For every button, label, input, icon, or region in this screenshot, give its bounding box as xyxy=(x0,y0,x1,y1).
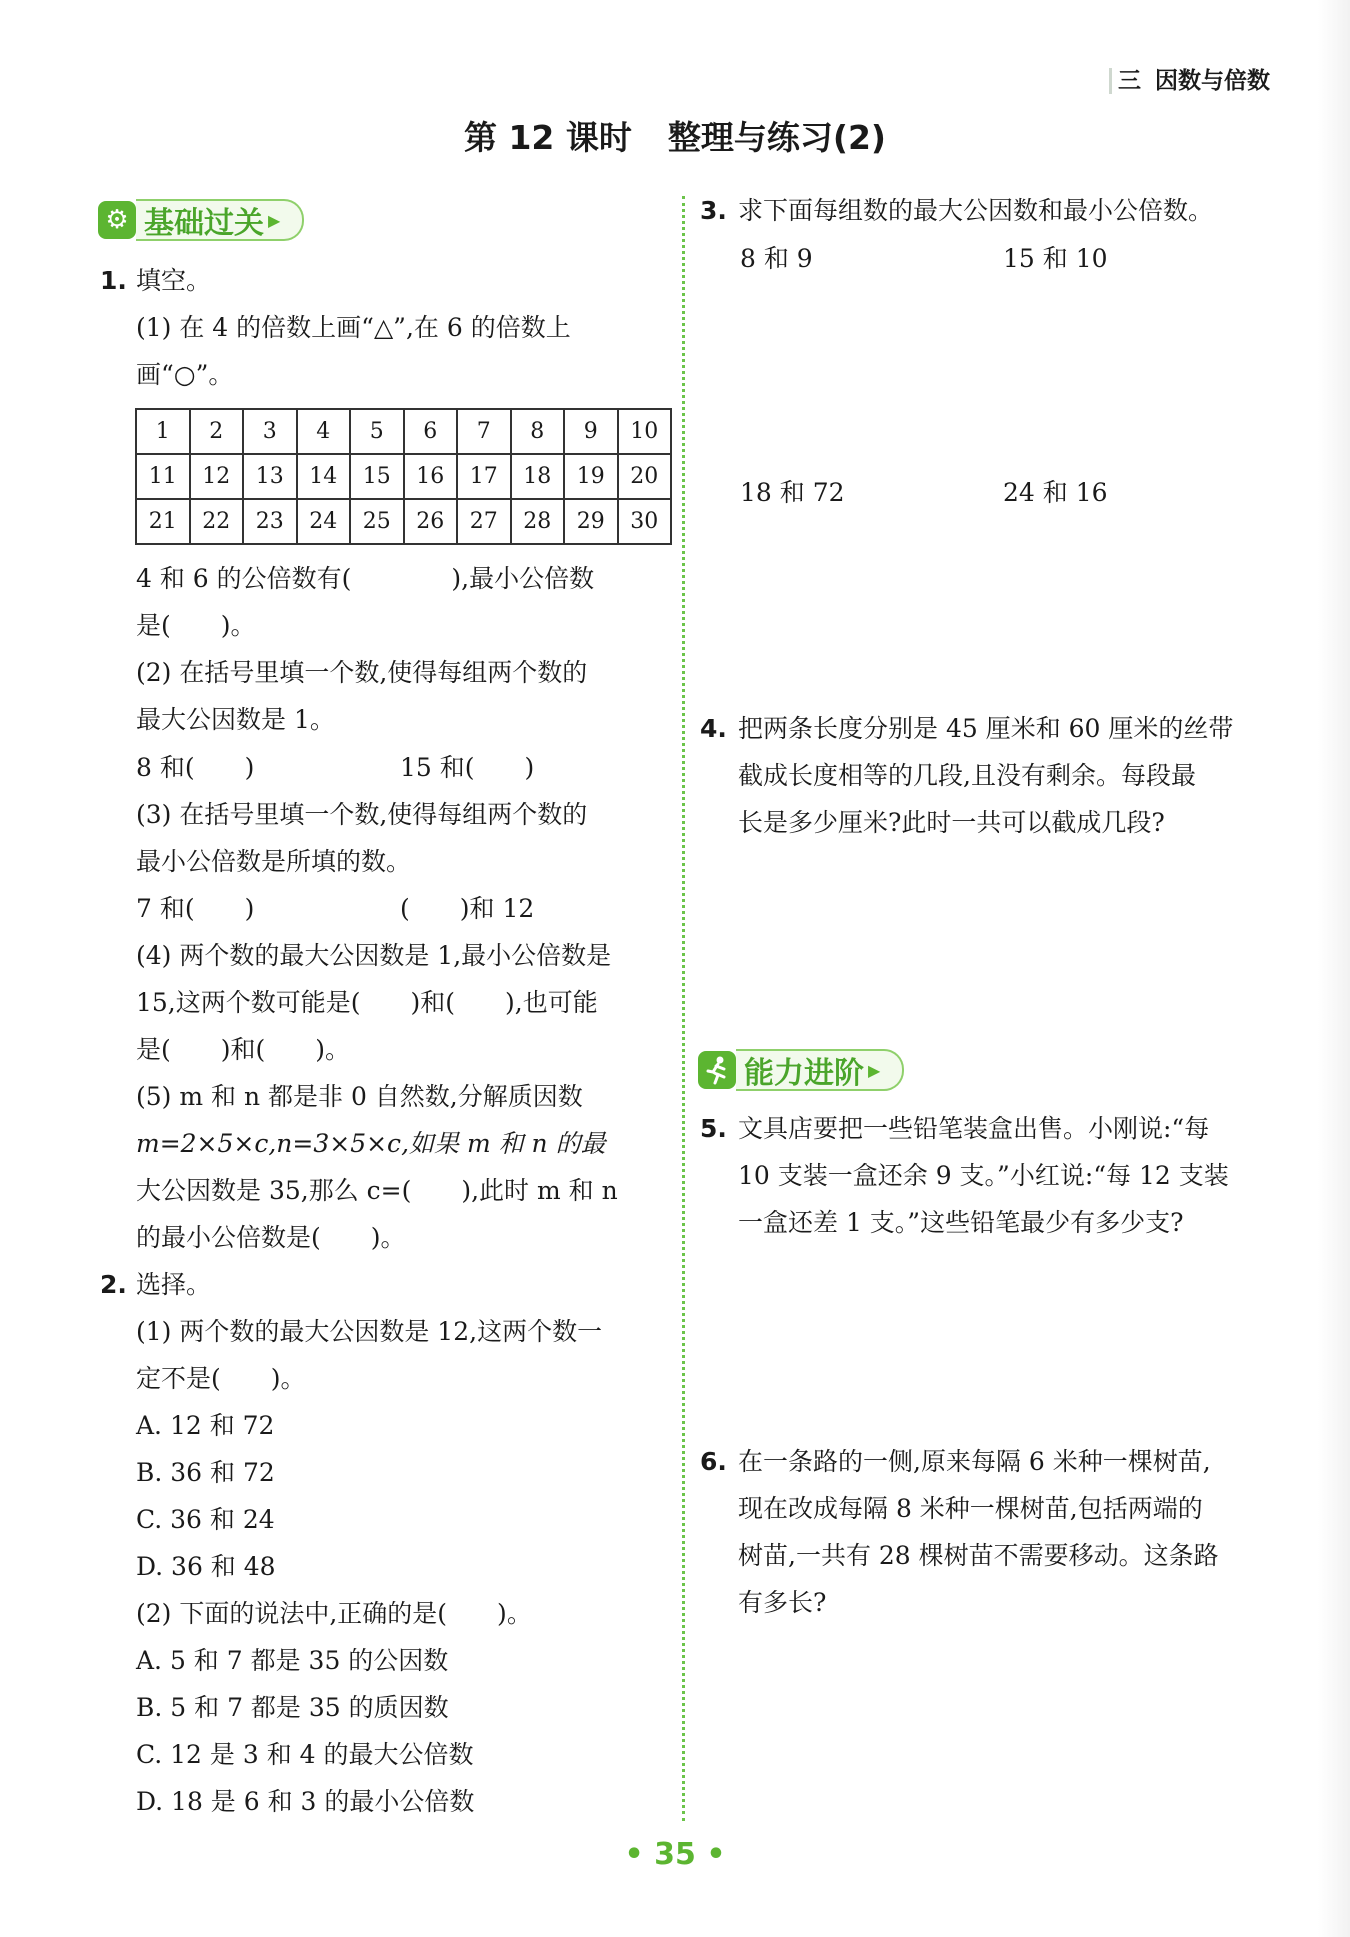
q3-stem: 求下面每组数的最大公因数和最小公倍数。 xyxy=(738,196,1214,225)
grid-cell[interactable]: 25 xyxy=(350,499,404,544)
q2-p2-option-b[interactable]: B. 5 和 7 都是 35 的质因数 xyxy=(136,1693,449,1722)
q2-p1-option-a[interactable]: A. 12 和 72 xyxy=(136,1411,275,1440)
q2-p2-option-a[interactable]: A. 5 和 7 都是 35 的公因数 xyxy=(136,1646,449,1675)
q1-p4-line2: 15,这两个数可能是( )和( ),也可能 xyxy=(136,988,598,1017)
section-basic-label-wrap xyxy=(136,199,304,241)
grid-cell[interactable]: 30 xyxy=(618,499,672,544)
grid-cell[interactable]: 29 xyxy=(564,499,618,544)
grid-cell[interactable]: 23 xyxy=(243,499,297,544)
arrow-right-icon: ▶ xyxy=(868,1060,881,1080)
q1-p3-line1: (3) 在括号里填一个数,使得每组两个数的 xyxy=(136,800,588,829)
q6-line4: 有多长? xyxy=(738,1588,827,1617)
q6-number: 6. xyxy=(700,1447,727,1476)
dot-icon: • xyxy=(624,1837,644,1872)
gear-icon: ⚙ xyxy=(98,201,136,239)
section-advanced xyxy=(698,1048,904,1092)
grid-cell[interactable]: 21 xyxy=(136,499,190,544)
q2-p1-option-d[interactable]: D. 36 和 48 xyxy=(136,1552,276,1581)
grid-cell[interactable]: 3 xyxy=(243,409,297,454)
q2-p2-line1: (2) 下面的说法中,正确的是( )。 xyxy=(136,1599,532,1628)
grid-cell[interactable]: 5 xyxy=(350,409,404,454)
q1-p5-line3: 大公因数是 35,那么 c=( ),此时 m 和 n xyxy=(136,1176,618,1205)
number-grid xyxy=(135,408,672,545)
grid-cell[interactable]: 14 xyxy=(297,454,351,499)
q6-line2: 现在改成每隔 8 米种一棵树苗,包括两端的 xyxy=(738,1494,1203,1523)
grid-cell[interactable]: 28 xyxy=(511,499,565,544)
q1-p1-line2: 画“○”。 xyxy=(136,360,234,389)
runner-icon-glyph xyxy=(704,1055,730,1085)
q5-number: 5. xyxy=(700,1114,727,1143)
section-basic xyxy=(98,198,304,242)
q1-p1-answer-line2: 是( )。 xyxy=(136,611,256,640)
grid-cell[interactable]: 6 xyxy=(404,409,458,454)
q6-line3: 树苗,一共有 28 棵树苗不需要移动。这条路 xyxy=(738,1541,1219,1570)
grid-cell[interactable]: 1 xyxy=(136,409,190,454)
grid-row xyxy=(136,409,671,454)
arrow-right-icon: ▶ xyxy=(268,210,281,230)
q2-p1-line1: (1) 两个数的最大公因数是 12,这两个数一 xyxy=(136,1317,603,1346)
grid-cell[interactable]: 10 xyxy=(618,409,672,454)
grid-cell[interactable]: 22 xyxy=(190,499,244,544)
grid-cell[interactable]: 19 xyxy=(564,454,618,499)
grid-cell[interactable]: 27 xyxy=(457,499,511,544)
q1-p5-line2: m=2×5×c,n=3×5×c,如果 m 和 n 的最 xyxy=(136,1129,606,1158)
q1-p3-line2: 最小公倍数是所填的数。 xyxy=(136,847,412,876)
q3-number: 3. xyxy=(700,196,727,225)
q2-stem: 选择。 xyxy=(136,1270,212,1299)
grid-cell[interactable]: 7 xyxy=(457,409,511,454)
q5-line2: 10 支装一盒还余 9 支。”小红说:“每 12 支装 xyxy=(738,1161,1229,1190)
q3-pair-2: 15 和 10 xyxy=(1003,244,1108,273)
page-number xyxy=(0,1837,1350,1872)
page-edge-shadow xyxy=(1318,0,1350,1937)
q1-p4-line1: (4) 两个数的最大公因数是 1,最小公倍数是 xyxy=(136,941,612,970)
chapter-header xyxy=(1109,66,1270,96)
q1-p4-line3: 是( )和( )。 xyxy=(136,1035,351,1064)
lesson-title xyxy=(0,118,1350,158)
q4-line2: 截成长度相等的几段,且没有剩余。每段最 xyxy=(738,761,1196,790)
q6-line1: 在一条路的一侧,原来每隔 6 米种一棵树苗, xyxy=(738,1447,1211,1476)
grid-cell[interactable]: 26 xyxy=(404,499,458,544)
q1-p1-answer-line1: 4 和 6 的公倍数有( ),最小公倍数 xyxy=(136,564,595,593)
q3-pair-1: 8 和 9 xyxy=(740,244,813,273)
q2-p1-line2: 定不是( )。 xyxy=(136,1364,306,1393)
q2-number: 2. xyxy=(100,1270,127,1299)
q1-p5-line1: (5) m 和 n 都是非 0 自然数,分解质因数 xyxy=(136,1082,583,1111)
q2-p2-option-c[interactable]: C. 12 是 3 和 4 的最大公倍数 xyxy=(136,1740,474,1769)
grid-cell[interactable]: 13 xyxy=(243,454,297,499)
q3-pair-4: 24 和 16 xyxy=(1003,478,1108,507)
grid-cell[interactable]: 15 xyxy=(350,454,404,499)
chapter-tag: 三 xyxy=(1109,68,1141,94)
column-divider xyxy=(682,196,685,1821)
q2-p1-option-c[interactable]: C. 36 和 24 xyxy=(136,1505,275,1534)
grid-cell[interactable]: 11 xyxy=(136,454,190,499)
section-basic-label: 基础过关 xyxy=(144,206,264,241)
q1-stem: 填空。 xyxy=(136,266,212,295)
grid-cell[interactable]: 18 xyxy=(511,454,565,499)
q5-line3: 一盒还差 1 支。”这些铅笔最少有多少支? xyxy=(738,1208,1184,1237)
grid-cell[interactable]: 9 xyxy=(564,409,618,454)
q1-p3-blank-b: ( )和 12 xyxy=(400,894,535,923)
q4-number: 4. xyxy=(700,714,727,743)
section-advanced-label-wrap xyxy=(736,1049,904,1091)
grid-cell[interactable]: 16 xyxy=(404,454,458,499)
section-advanced-label: 能力进阶 xyxy=(744,1056,864,1091)
lesson-name: 整理与练习(2) xyxy=(667,118,887,157)
q1-p2-line1: (2) 在括号里填一个数,使得每组两个数的 xyxy=(136,658,588,687)
q2-p1-option-b[interactable]: B. 36 和 72 xyxy=(136,1458,275,1487)
q1-p5-line4: 的最小公倍数是( )。 xyxy=(136,1223,406,1252)
lesson-number: 第 12 课时 xyxy=(463,118,632,157)
q1-number: 1. xyxy=(100,266,127,295)
q1-p2-blank-b: 15 和( ) xyxy=(400,753,535,782)
q1-p2-line2: 最大公因数是 1。 xyxy=(136,705,335,734)
grid-cell[interactable]: 17 xyxy=(457,454,511,499)
q1-p2-blank-a: 8 和( ) xyxy=(136,753,255,782)
page-number-value: 35 xyxy=(654,1837,696,1872)
dot-icon: • xyxy=(706,1837,726,1872)
grid-cell[interactable]: 8 xyxy=(511,409,565,454)
chapter-title: 因数与倍数 xyxy=(1155,68,1270,94)
grid-row xyxy=(136,499,671,544)
runner-icon xyxy=(698,1051,736,1089)
q5-line1: 文具店要把一些铅笔装盒出售。小刚说:“每 xyxy=(738,1114,1210,1143)
q1-p3-blank-a: 7 和( ) xyxy=(136,894,255,923)
grid-cell[interactable]: 4 xyxy=(297,409,351,454)
q2-p2-option-d[interactable]: D. 18 是 6 和 3 的最小公倍数 xyxy=(136,1787,475,1816)
q3-pair-3: 18 和 72 xyxy=(740,478,845,507)
grid-row xyxy=(136,454,671,499)
grid-cell[interactable]: 2 xyxy=(190,409,244,454)
grid-cell[interactable]: 20 xyxy=(618,454,672,499)
q4-line1: 把两条长度分别是 45 厘米和 60 厘米的丝带 xyxy=(738,714,1234,743)
q1-p1-line1: (1) 在 4 的倍数上画“△”,在 6 的倍数上 xyxy=(136,313,571,342)
grid-cell[interactable]: 12 xyxy=(190,454,244,499)
q4-line3: 长是多少厘米?此时一共可以截成几段? xyxy=(738,808,1165,837)
grid-cell[interactable]: 24 xyxy=(297,499,351,544)
